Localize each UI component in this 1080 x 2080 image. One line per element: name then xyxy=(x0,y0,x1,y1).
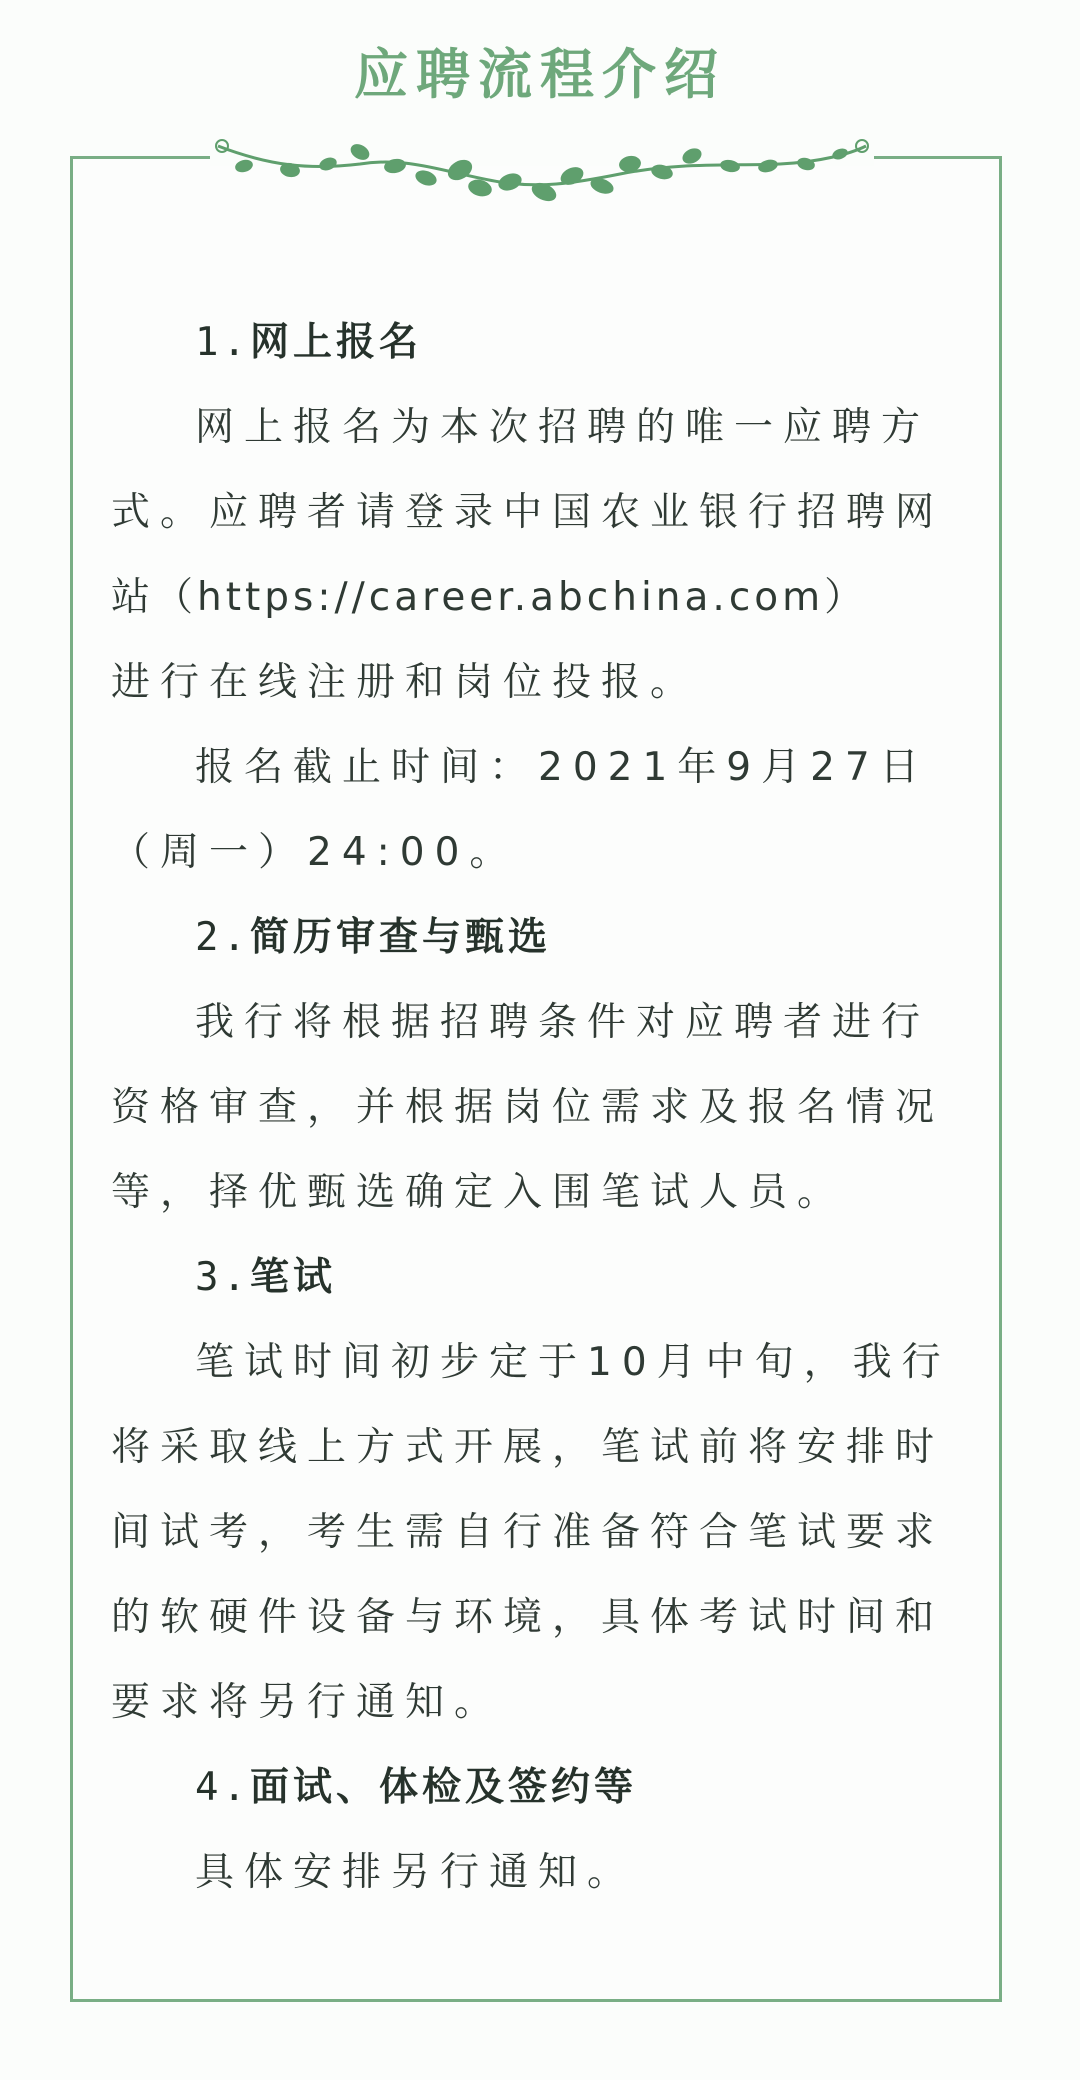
paragraph-line: 等，择优甄选确定入围笔试人员。 xyxy=(111,1170,847,1215)
paragraph-line: 报名截止时间：2021年9月27日 xyxy=(195,745,929,790)
paragraph-line: 资格审查，并根据岗位需求及报名情况 xyxy=(111,1085,945,1130)
section-title: 笔试 xyxy=(249,1255,336,1300)
paragraph-line: 站（https://career.abchina.com） xyxy=(111,575,868,620)
paragraph-line: 网上报名为本次招聘的唯一应聘方 xyxy=(195,405,931,450)
paragraph-line: 要求将另行通知。 xyxy=(111,1680,504,1725)
paragraph-line: 进行在线注册和岗位投报。 xyxy=(111,660,700,705)
section-title: 网上报名 xyxy=(249,320,422,365)
paragraph-line: 笔试时间初步定于10月中旬，我行 xyxy=(195,1340,951,1385)
paragraph-line: 间试考，考生需自行准备符合笔试要求 xyxy=(111,1510,945,1555)
section-number: 3. xyxy=(195,1255,250,1300)
paragraph-line: （周一）24:00。 xyxy=(111,830,519,875)
section-number: 2. xyxy=(195,915,250,960)
section-number: 1. xyxy=(195,320,250,365)
recruitment-process-content xyxy=(111,300,971,1915)
leaf-vine-decoration xyxy=(210,136,874,210)
section-heading xyxy=(111,1235,971,1320)
paragraph-line: 的软硬件设备与环境，具体考试时间和 xyxy=(111,1595,945,1640)
section-heading xyxy=(111,300,971,385)
section-heading xyxy=(111,895,971,980)
paragraph-line: 我行将根据招聘条件对应聘者进行 xyxy=(195,1000,931,1045)
section-heading xyxy=(111,1745,971,1830)
paragraph-line: 具体安排另行通知。 xyxy=(195,1850,637,1895)
page-title: 应聘流程介绍 xyxy=(354,43,726,106)
paragraph-line: 式。应聘者请登录中国农业银行招聘网 xyxy=(111,490,945,535)
section-title: 面试、体检及签约等 xyxy=(249,1765,637,1810)
paragraph-line: 将采取线上方式开展，笔试前将安排时 xyxy=(111,1425,945,1470)
section-title: 简历审查与甄选 xyxy=(249,915,551,960)
section-number: 4. xyxy=(195,1765,250,1810)
